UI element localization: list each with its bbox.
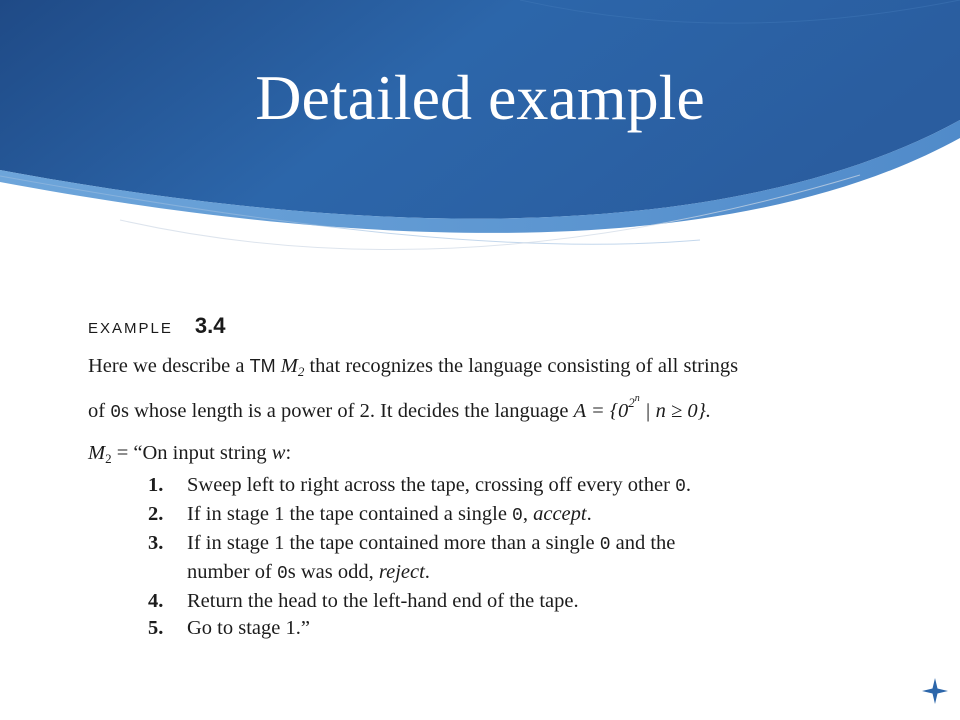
text-fragment: that recognizes the language consisting of all strings xyxy=(309,355,739,377)
stage-4 xyxy=(88,588,848,615)
example-label: example xyxy=(88,313,173,338)
stage-text: Return the head to the left-hand end of the tape. xyxy=(187,590,579,612)
description-line-1 xyxy=(88,353,836,385)
stage-number: 4. xyxy=(148,590,164,612)
stage-text: and the xyxy=(610,532,676,554)
text-fragment: s whose length is a power of 2. It decides the language xyxy=(121,400,574,422)
stage-number: 3. xyxy=(148,532,164,554)
stage-text: If in stage 1 the tape contained a single xyxy=(187,503,513,525)
example-header xyxy=(88,313,225,343)
zero-symbol: 0 xyxy=(675,477,686,497)
slide-title: Detailed example xyxy=(255,62,705,133)
text-fragment: of xyxy=(88,400,111,422)
example-number: 3.4 xyxy=(194,313,226,338)
stage-text: number of xyxy=(187,561,277,583)
stage-5 xyxy=(88,615,848,642)
tm-abbrev: TM xyxy=(249,356,276,376)
stage-number: 1. xyxy=(148,474,164,496)
machine-name: $M_2$ xyxy=(88,442,112,466)
star-bullet-icon xyxy=(922,678,948,704)
zero-symbol: 0 xyxy=(276,564,288,584)
input-variable: w xyxy=(271,442,286,464)
machine-heading xyxy=(88,440,848,472)
stage-text: . xyxy=(586,503,592,525)
stage-text: . xyxy=(685,474,691,496)
description-line-2 xyxy=(88,385,836,427)
reject-word: reject xyxy=(378,561,425,583)
colon: : xyxy=(285,442,292,464)
header-banner xyxy=(0,0,960,290)
stage-number: 5. xyxy=(148,617,164,639)
text-fragment: Here we describe a xyxy=(88,355,250,377)
textbook-excerpt xyxy=(88,305,848,650)
zero-symbol: 0 xyxy=(110,403,122,423)
stage-text: . xyxy=(424,561,430,583)
language-definition: $A = \{0^{2^n}$ | n ≥ 0}. xyxy=(573,393,712,422)
machine-heading-text: = “On input string xyxy=(111,442,272,464)
accept-word: accept xyxy=(533,503,587,525)
stage-text: , xyxy=(522,503,534,525)
stage-text: Go to stage 1.” xyxy=(187,617,310,639)
stage-text: Sweep left to right across the tape, crossing off every other xyxy=(187,474,676,496)
stage-text: If in stage 1 the tape contained more than a single xyxy=(187,532,600,554)
stage-3-continued xyxy=(88,559,848,588)
stage-2 xyxy=(88,501,848,530)
stage-text: s was odd, xyxy=(287,561,379,583)
machine-definition xyxy=(88,440,848,642)
example-description xyxy=(88,353,836,427)
zero-symbol: 0 xyxy=(599,535,611,555)
stage-number: 2. xyxy=(148,503,164,525)
machine-symbol: $M_2$ xyxy=(280,355,305,379)
stage-3 xyxy=(88,530,848,559)
zero-symbol: 0 xyxy=(512,506,523,526)
stage-1 xyxy=(88,472,848,501)
